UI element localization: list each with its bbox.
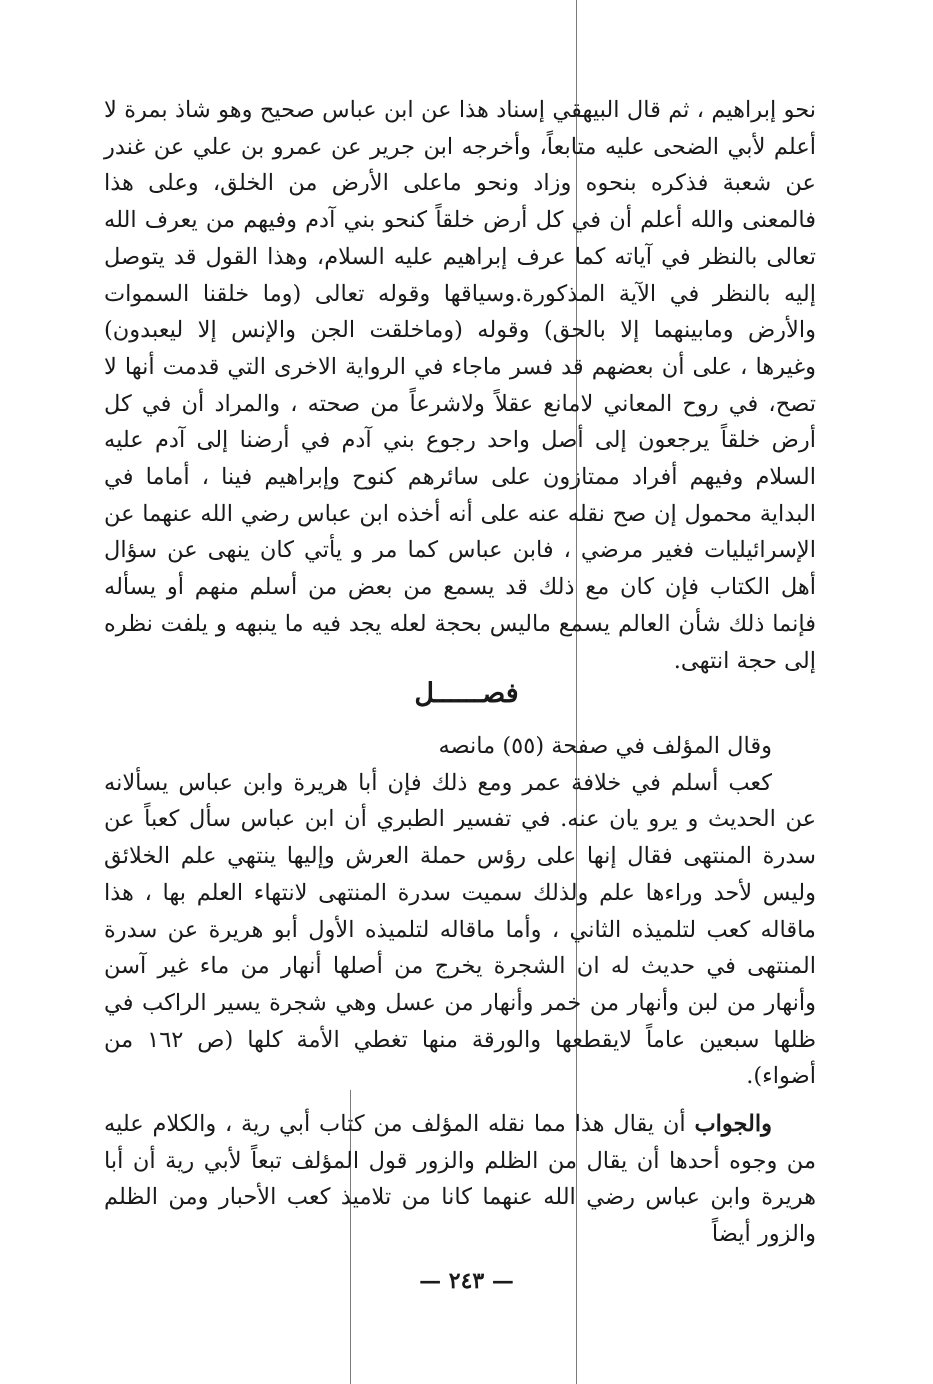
answer-text: أن يقال هذا مما نقله المؤلف من كتاب أبي رية ، والكلام عليه من وجوه أحدها أن يقال من الظلم والزور قول المؤلف تبعاً لأبي رية أن أبا هريرة وابن عباس رضي الله عنهما كانا من تلاميذ كعب الأحبار ومن الظلم والزور أيضاً <box>104 1111 816 1248</box>
section-heading: فصــــــل <box>414 678 519 709</box>
answer-section <box>104 1106 816 1253</box>
quoted-paragraph: كعب أسلم في خلافة عمر ومع ذلك فإن أبا هريرة وابن عباس يسألانه عن الحديث و يرو يان عنه. في تفسير الطبري أن ابن عباس سأل كعباً عن سدرة المنتهى فقال إنها على رؤس حملة العرش وإليها ينتهي علم الخلائق وليس لأحد وراءها علم ولذلك سميت سدرة المنتهى لانتهاء العلم بها ، هذا ماقاله كعب لتلميذه الثاني ، وأما ماقاله لتلميذه الأول أبو هريرة عن سدرة المنتهى في حديث له ان الشجرة يخرج من أصلها أنهار من ماء غير آسن وأنهار من لبن وأنهار من خمر وأنهار من عسل وهي شجرة يسير الراكب في ظلها سبعين عاماً لايقطعها والورقة منها تغطي الأمة كلها (ص ١٦٢ من أضواء). <box>104 769 816 1090</box>
body-paragraph: نحو إبراهيم ، ثم قال البيهقي إسناد هذا عن ابن عباس صحيح وهو شاذ بمرة لا أعلم لأبي الضحى عليه متابعاً، وأخرجه ابن جرير عن عمرو بن علي عن غندر عن شعبة فذكره بنحوه وزاد ونحو ماعلى الأرض من الخلق، وعلى هذا فالمعنى والله أعلم أن في كل أرض خلقاً كنحو بني آدم وفيهم من يعرف الله تعالى بالنظر في آياته كما عرف إبراهيم عليه السلام، وهذا القول قد يتوصل إليه بالنظر في الآية المذكورة.وسياقها وقوله تعالى (وما خلقنا السموات والأرض ومابينهما إلا بالحق) وقوله (وماخلقت الجن والإنس إلا ليعبدون) وغيرها ، على أن بعضهم قد فسر ماجاء في الرواية الاخرى التي قدمت أنها لا تصح، في روح المعاني لامانع عقلاً ولاشرعاً من صحته ، والمراد أن في كل أرض خلقاً يرجعون إلى أصل واحد رجوع بني آدم في أرضنا إلى آدم عليه السلام وفيهم أفراد ممتازون على سائرهم كنوح وإبراهيم فينا ، أماما في البداية محمول إن صح نقله عنه على أنه أخذه ابن عباس رضي الله عنهما عن الإسرائيليات فغير مرضي ، فابن عباس كما مر و يأتي كان ينهى عن سؤال أهل الكتاب فإن كان مع ذلك قد يسمع من بعض من أسلم منهم أو يسأله فإنما ذلك شأن العالم يسمع ماليس بحجة لعله يجد فيه ما ينبهه و يلفت نظره إلى حجة انتهى. <box>104 97 816 674</box>
answer-lead-word: والجواب <box>694 1111 773 1137</box>
source-reference: وقال المؤلف في صفحة (٥٥) مانصه <box>438 733 772 759</box>
page-number: — ٢٤٣ — <box>419 1268 514 1294</box>
page-body <box>104 92 816 679</box>
quoted-section <box>104 728 816 1095</box>
answer-paragraph <box>104 1106 816 1253</box>
